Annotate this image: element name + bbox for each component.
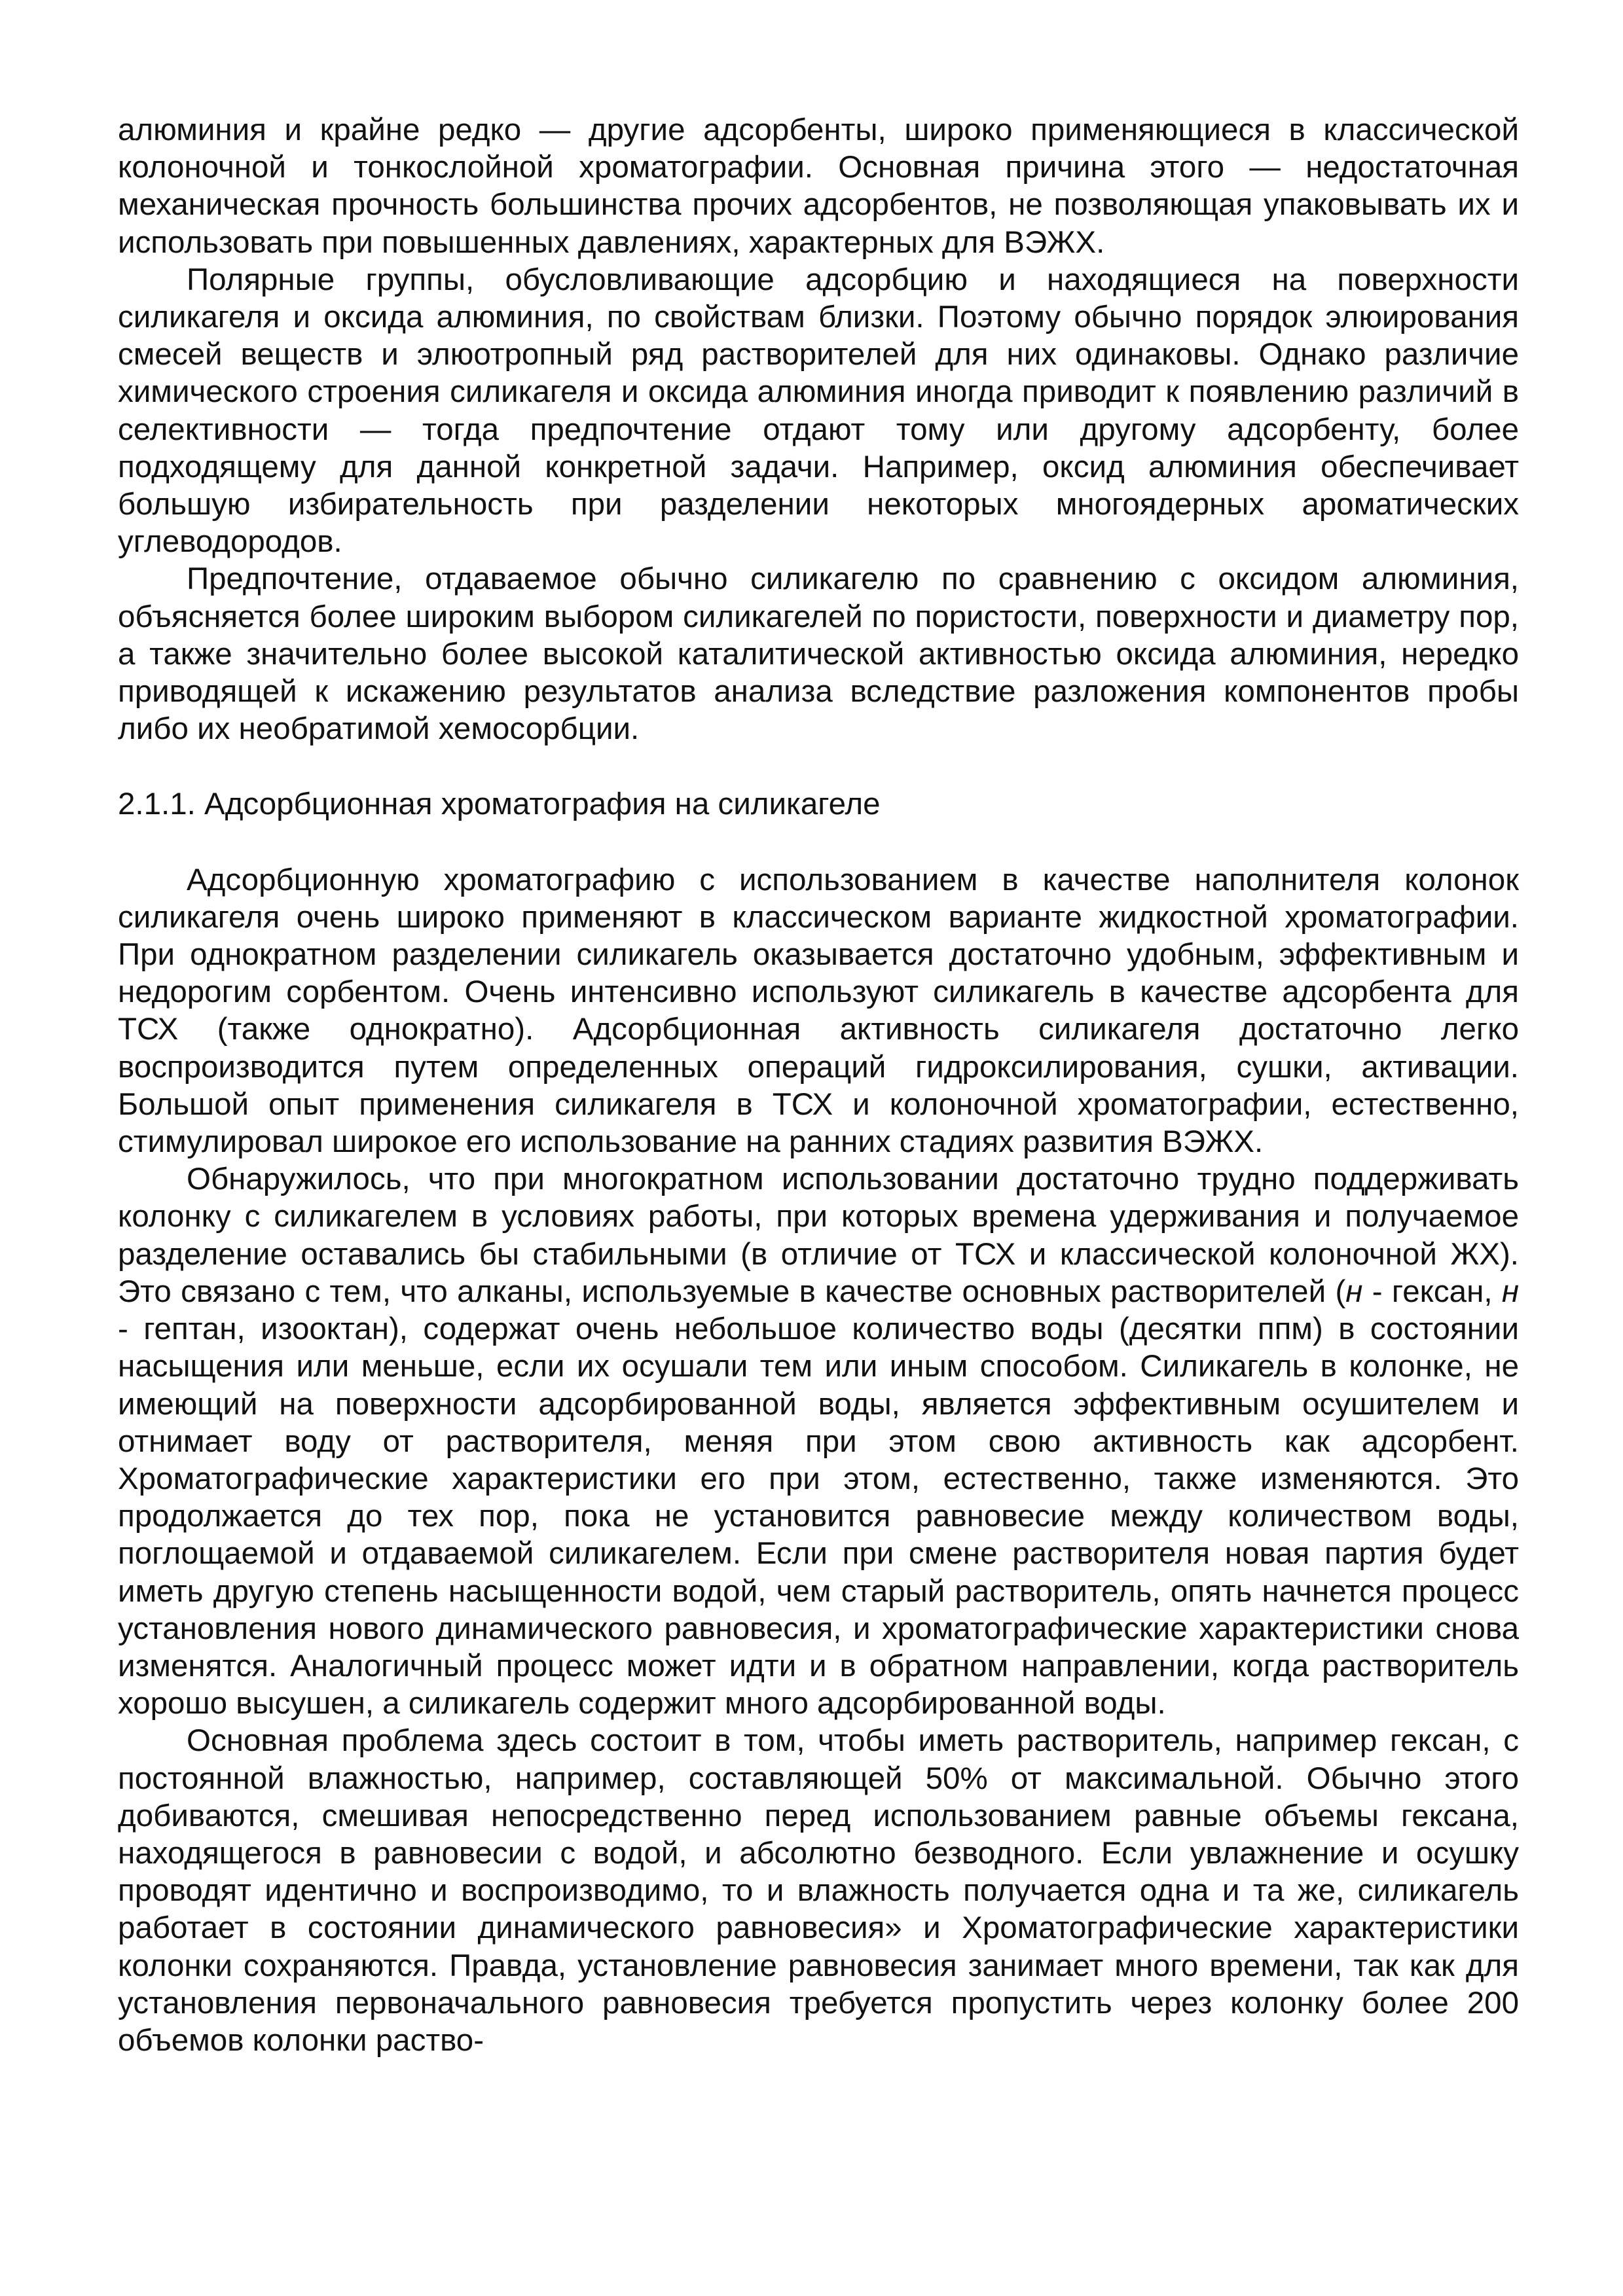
paragraph-5-text-after: - гептан, изооктан), содержат очень небольшое количество воды (десятки ппм) в состоянии насыщения или меньше, если их осушали тем или иным способом. Силикагель в колонке, не имеющий на поверхности адсорбированной воды, является эффективным осушителем и отнимает воду от растворителя, меняя при этом свою активность как адсорбент. Хроматографические характеристики его при этом, естественно, также изменяются. Это продолжается до тех пор, пока не установится равновесие между количеством воды, поглощаемой и отдаваемой силикагелем. Если при смене растворителя новая партия будет иметь другую степень насыщенности водой, чем старый растворитель, опять начнется процесс установления нового динамического равновесия, и хроматографические характеристики снова изменятся. Аналогичный процесс может идти и в обратном направлении, когда растворитель хорошо высушен, а силикагель содержит много адсорбированной воды. bbox=[118, 1312, 1519, 1721]
paragraph-6: Основная проблема здесь состоит в том, чтобы иметь растворитель, например гексан, с постоянной влажностью, например, составляющей 50% от максимальной. Обычно этого добиваются, смешивая непосредственно перед использованием равные объемы гексана, находящегося в равновесии с водой, и абсолютно безводного. Если увлажнение и осушку проводят идентично и воспроизводимо, то и влажность получается одна и та же, силикагель работает в состоянии динамического равновесия» и Хроматографические характеристики колонки сохраняются. Правда, установление равновесия занимает много времени, так как для установления первоначального равновесия требуется пропустить через колонку более 200 объемов колонки раство- bbox=[118, 1723, 1519, 2058]
document-page bbox=[118, 111, 1519, 2059]
paragraph-5-text-before: Обнаружилось, что при многократном использовании достаточно трудно поддерживать колонку с силикагелем в условиях работы, при которых времена удерживания и получаемое разделение оставались бы стабильными (в отличие от ТСХ и классической колоночной ЖХ). Это связано с тем, что алканы, используемые в качестве основных растворителей ( bbox=[118, 1162, 1519, 1309]
paragraph-5 bbox=[118, 1160, 1519, 1722]
paragraph-1: алюминия и крайне редко — другие адсорбенты, широко применяющиеся в классической колоночной и тонкослойной хроматографии. Основная причина этого — недостаточная механическая прочность большинства прочих адсорбентов, не позволяющая упаковывать их и использовать при повышенных давлениях, характерных для ВЭЖХ. bbox=[118, 113, 1519, 260]
italic-n-2: н bbox=[1501, 1274, 1519, 1309]
paragraph-4: Адсорбционную хроматографию с использованием в качестве наполнителя колонок силикагеля очень широко применяют в классическом варианте жидкостной хроматографии. При однократном разделении силикагель оказывается достаточно удобным, эффективным и недорогим сорбентом. Очень интенсивно используют силикагель в качестве адсорбента для ТСХ (также однократно). Адсорбционная активность силикагеля достаточно легко воспроизводится путем определенных операций гидроксилирования, сушки, активации. Большой опыт применения силикагеля в ТСХ и колоночной хроматографии, естественно, стимулировал широкое его использование на ранних стадиях развития ВЭЖХ. bbox=[118, 862, 1519, 1160]
paragraph-3: Предпочтение, отдаваемое обычно силикагелю по сравнению с оксидом алюминия, объясняется более широким выбором силикагелей по пористости, поверхности и диаметру пор, а также значительно более высокой каталитической активностью оксида алюминия, нередко приводящей к искажению результатов анализа вследствие разложения компонентов пробы либо их необратимой хемосорбции. bbox=[118, 562, 1519, 747]
italic-n-1: н bbox=[1345, 1274, 1363, 1309]
section-heading: 2.1.1. Адсорбционная хроматография на силикагеле bbox=[118, 787, 881, 822]
paragraph-2: Полярные группы, обусловливающие адсорбцию и находящиеся на поверхности силикагеля и оксида алюминия, по свойствам близки. Поэтому обычно порядок элюирования смесей веществ и элюотропный ряд растворителей для них одинаковы. Однако различие химического строения силикагеля и оксида алюминия иногда приводит к появлению различий в селективности — тогда предпочтение отдают тому или другому адсорбенту, более подходящему для данной конкретной задачи. Например, оксид алюминия обеспечивает большую избирательность при разделении некоторых многоядерных ароматических углеводородов. bbox=[118, 262, 1519, 560]
paragraph-5-text-middle: - гексан, bbox=[1362, 1274, 1502, 1309]
